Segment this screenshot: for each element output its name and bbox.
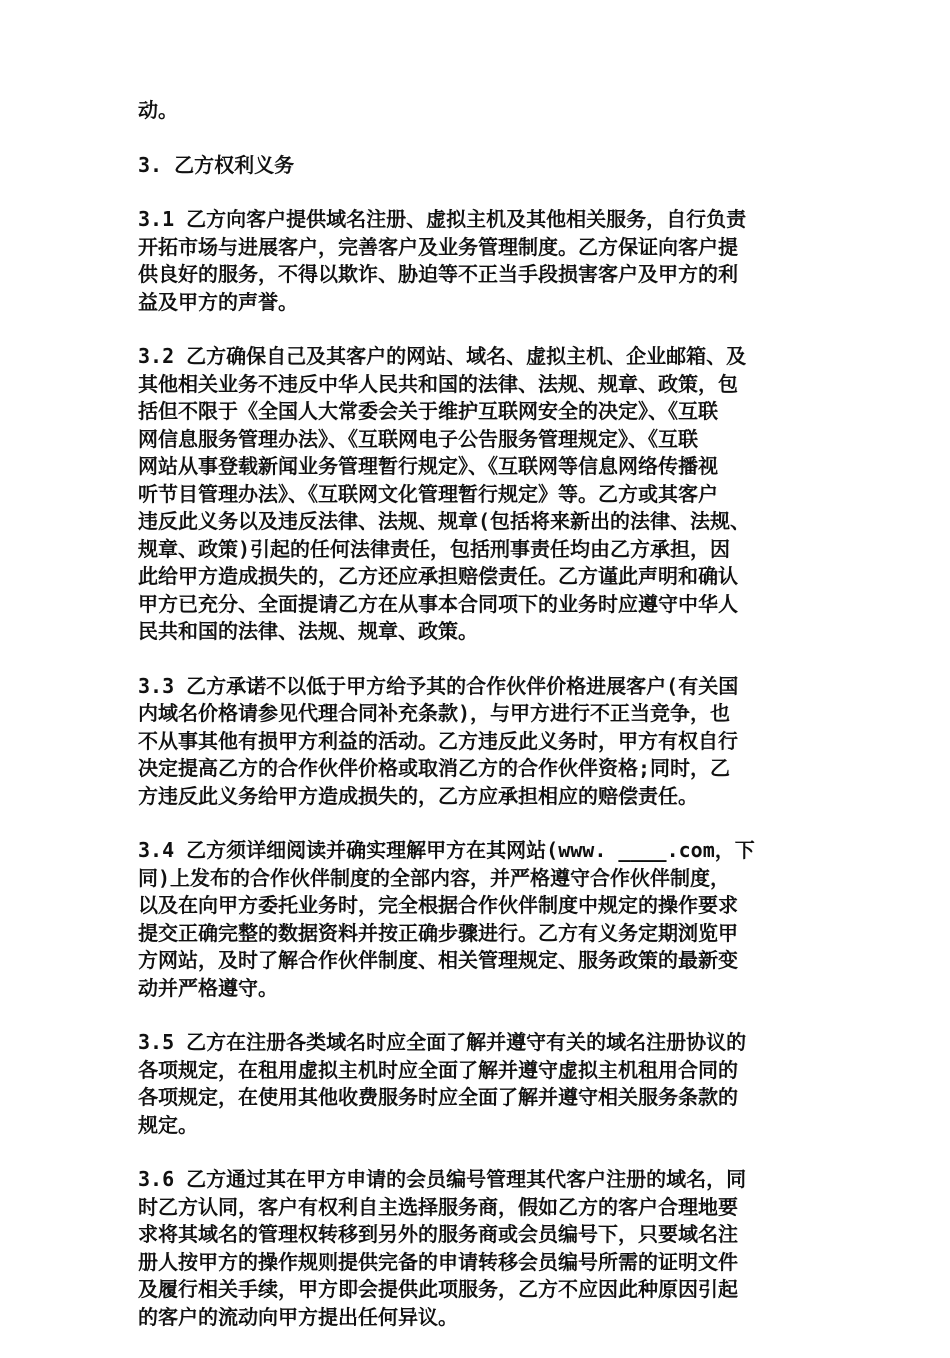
text-line: 同)上发布的合作伙伴制度的全部内容，并严格遵守合作伙伴制度， bbox=[138, 865, 731, 890]
text-line: 3.6 乙方通过其在甲方申请的会员编号管理其代客户注册的域名，同 bbox=[138, 1167, 747, 1191]
text-line: 3.1 乙方向客户提供域名注册、虚拟主机及其他相关服务，自行负责 bbox=[138, 207, 747, 231]
text-line: 提交正确完整的数据资料并按正确步骤进行。乙方有义务定期浏览甲 bbox=[138, 920, 738, 945]
text-line: 的客户的流动向甲方提出任何异议。 bbox=[138, 1304, 458, 1329]
text-line: 甲方已充分、全面提请乙方在从事本合同项下的业务时应遵守中华人 bbox=[138, 591, 738, 616]
document-page bbox=[138, 97, 828, 1358]
text-line: 规章、政策)引起的任何法律责任，包括刑事责任均由乙方承担，因 bbox=[138, 536, 731, 561]
text-line: 网站从事登载新闻业务管理暂行规定》、《互联网等信息网络传播视 bbox=[138, 454, 718, 478]
text-line: 3.5 乙方在注册各类域名时应全面了解并遵守有关的域名注册协议的 bbox=[138, 1030, 747, 1054]
text-line: 3.3 乙方承诺不以低于甲方给予其的合作伙伴价格进展客户(有关国 bbox=[138, 673, 739, 698]
text-line: 民共和国的法律、法规、规章、政策。 bbox=[138, 619, 478, 643]
text-line: 及履行相关手续，甲方即会提供此项服务，乙方不应因此种原因引起 bbox=[138, 1277, 738, 1301]
text-line: 册人按甲方的操作规则提供完备的申请转移会员编号所需的证明文件 bbox=[138, 1249, 738, 1274]
text-line: 此给甲方造成损失的，乙方还应承担赔偿责任。乙方谨此声明和确认 bbox=[138, 564, 738, 588]
text-line: 动并严格遵守。 bbox=[138, 975, 278, 1000]
paragraph bbox=[138, 1029, 828, 1139]
text-line: 方网站，及时了解合作伙伴制度、相关管理规定、服务政策的最新变 bbox=[138, 948, 738, 972]
text-line: 时乙方认同，客户有权利自主选择服务商，假如乙方的客户合理地要 bbox=[138, 1194, 738, 1219]
paragraph bbox=[138, 206, 828, 316]
paragraph bbox=[138, 343, 828, 646]
text-line: 供良好的服务，不得以欺诈、胁迫等不正当手段损害客户及甲方的利 bbox=[138, 262, 738, 286]
text-line: 各项规定，在租用虚拟主机时应全面了解并遵守虚拟主机租用合同的 bbox=[138, 1057, 738, 1082]
text-line: 益及甲方的声誉。 bbox=[138, 289, 298, 314]
text-line: 内域名价格请参见代理合同补充条款)，与甲方进行不正当竞争，也 bbox=[138, 701, 731, 725]
text-line: 方违反此义务给甲方造成损失的，乙方应承担相应的赔偿责任。 bbox=[138, 783, 698, 808]
text-line: 决定提高乙方的合作伙伴价格或取消乙方的合作伙伴资格;同时，乙 bbox=[138, 756, 731, 780]
paragraph bbox=[138, 837, 828, 1002]
text-line: 违反此义务以及违反法律、法规、规章(包括将来新出的法律、法规、 bbox=[138, 509, 751, 533]
text-line: 不从事其他有损甲方利益的活动。乙方违反此义务时，甲方有权自行 bbox=[138, 728, 738, 753]
paragraph bbox=[138, 97, 828, 125]
text-line: 3.2 乙方确保自己及其客户的网站、域名、虚拟主机、企业邮箱、及 bbox=[138, 344, 747, 368]
paragraph bbox=[138, 673, 828, 811]
text-line: 其他相关业务不违反中华人民共和国的法律、法规、规章、政策，包 bbox=[138, 371, 738, 396]
text-line: 3.4 乙方须详细阅读并确实理解甲方在其网站(www. ____.com，下 bbox=[138, 838, 755, 862]
text-line: 听节目管理办法》、《互联网文化管理暂行规定》等。乙方或其客户 bbox=[138, 481, 718, 506]
text-line: 求将其域名的管理权转移到另外的服务商或会员编号下，只要域名注 bbox=[138, 1222, 738, 1246]
text-line: 以及在向甲方委托业务时，完全根据合作伙伴制度中规定的操作要求 bbox=[138, 893, 738, 917]
text-line: 括但不限于《全国人大常委会关于维护互联网安全的决定》、《互联 bbox=[138, 399, 718, 423]
paragraph bbox=[138, 152, 828, 180]
text-line: 开拓市场与进展客户，完善客户及业务管理制度。乙方保证向客户提 bbox=[138, 234, 738, 259]
text-line: 动。 bbox=[138, 98, 178, 122]
text-line: 规定。 bbox=[138, 1112, 198, 1137]
text-line: 各项规定，在使用其他收费服务时应全面了解并遵守相关服务条款的 bbox=[138, 1085, 738, 1109]
paragraph bbox=[138, 1166, 828, 1331]
text-line: 网信息服务管理办法》、《互联网电子公告服务管理规定》、《互联 bbox=[138, 426, 698, 451]
text-line: 3. 乙方权利义务 bbox=[138, 152, 295, 177]
